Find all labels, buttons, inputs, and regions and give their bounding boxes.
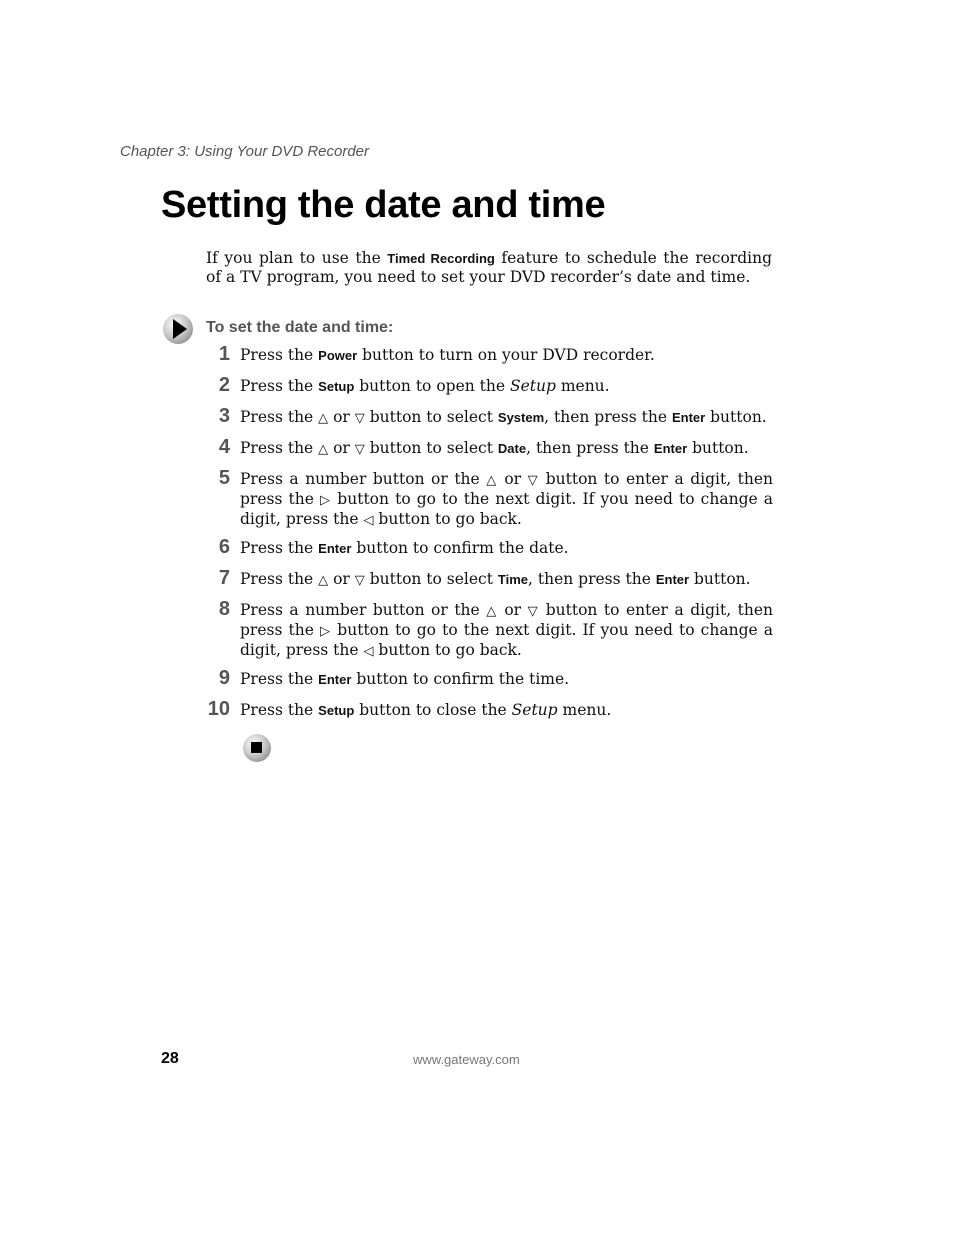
step-text: Press the △ or ▽ button to select Time, then press the Enter button. xyxy=(240,570,751,588)
intro-text-after: feature to schedule the recording of a TV program, you need to set your DVD recorder’s date and time. xyxy=(206,249,772,286)
intro-paragraph xyxy=(206,249,772,287)
procedure-arrow-icon xyxy=(163,314,193,344)
footer-url: www.gateway.com xyxy=(413,1052,520,1067)
step-text: Press the Enter button to confirm the time. xyxy=(240,670,570,688)
intro-text-before: If you plan to use the xyxy=(206,249,388,267)
step-text: Press the Setup button to close the Setup menu. xyxy=(240,701,612,719)
step-text: Press a number button or the △ or ▽ button to enter a digit, then press the ▷ button to go to the next digit. If you need to change a digit, press the ◁ button to go back. xyxy=(240,601,774,659)
step-number: 6 xyxy=(218,536,230,558)
step-text: Press the △ or ▽ button to select System, then press the Enter button. xyxy=(240,408,767,426)
step-number: 10 xyxy=(207,698,230,720)
step-text: Press a number button or the △ or ▽ button to enter a digit, then press the ▷ button to go to the next digit. If you need to change a digit, press the ◁ button to go back. xyxy=(240,470,774,528)
step-number: 8 xyxy=(218,598,230,620)
timed-recording-label: Timed Recording xyxy=(387,251,495,266)
step-text: Press the Enter button to confirm the date. xyxy=(240,539,569,557)
page-title: Setting the date and time xyxy=(161,184,606,226)
step-number: 3 xyxy=(218,405,230,427)
step-text: Press the Power button to turn on your DVD recorder. xyxy=(240,346,655,364)
procedure-heading: To set the date and time: xyxy=(206,319,394,336)
step-number: 1 xyxy=(218,343,230,365)
step-number: 4 xyxy=(218,436,230,458)
step-number: 9 xyxy=(218,667,230,689)
page-number: 28 xyxy=(161,1050,179,1067)
step-number: 5 xyxy=(218,467,230,489)
step-text: Press the Setup button to open the Setup menu. xyxy=(240,377,610,395)
step-text: Press the △ or ▽ button to select Date, then press the Enter button. xyxy=(240,439,749,457)
procedure-end-icon xyxy=(243,734,271,762)
step-number: 7 xyxy=(218,567,230,589)
step-number: 2 xyxy=(218,374,230,396)
chapter-header: Chapter 3: Using Your DVD Recorder xyxy=(120,143,370,160)
